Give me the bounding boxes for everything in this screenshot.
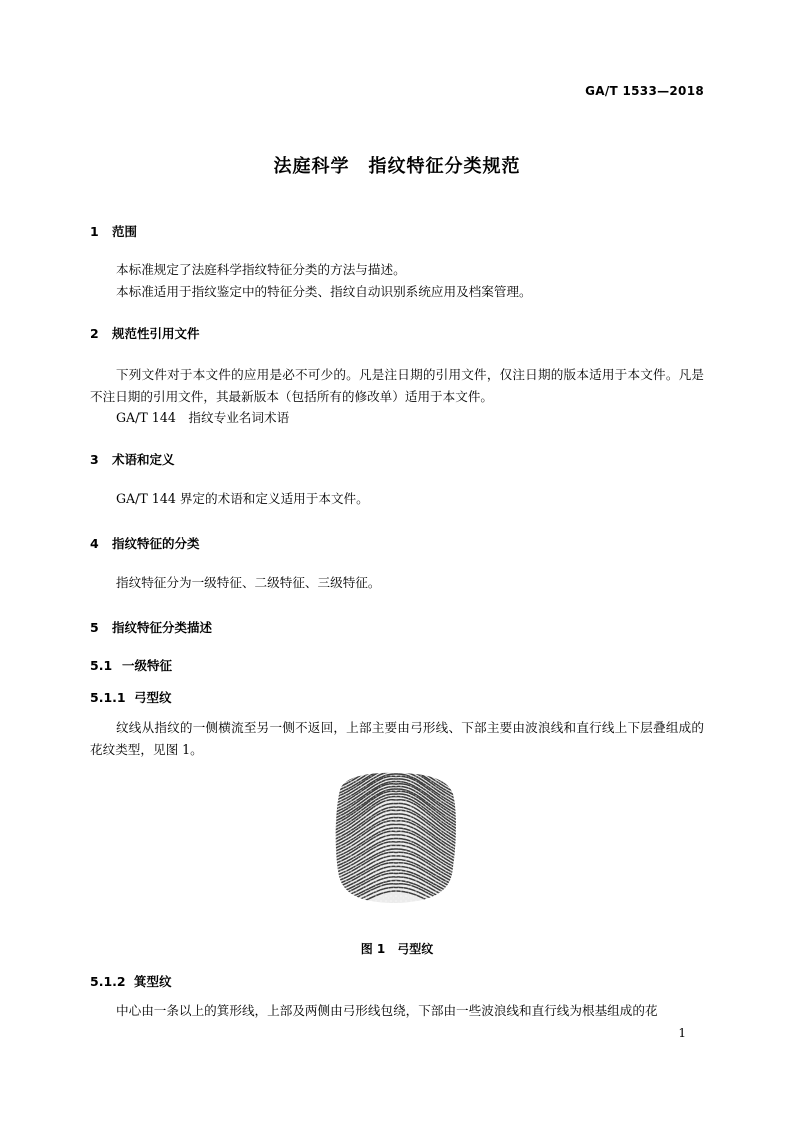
section-title: 术语和定义 xyxy=(112,452,175,467)
section-title: 箕型纹 xyxy=(134,974,172,989)
section-3-heading xyxy=(90,450,175,468)
normative-reference: GA/T 144 指纹专业名词术语 xyxy=(116,410,290,425)
section-title: 规范性引用文件 xyxy=(112,326,200,341)
section-1-para-1: 本标准规定了法庭科学指纹特征分类的方法与描述。 xyxy=(116,262,406,277)
section-title: 指纹特征分类描述 xyxy=(112,620,213,635)
section-number: 5 xyxy=(90,620,99,635)
section-number: 1 xyxy=(90,224,99,239)
section-title: 一级特征 xyxy=(122,658,173,673)
fingerprint-arch-figure xyxy=(330,770,460,906)
section-5-1-heading xyxy=(90,656,172,674)
section-2-heading xyxy=(90,324,200,342)
section-5-1-1-heading xyxy=(90,688,172,706)
figure-1-caption: 图 1 弓型纹 xyxy=(360,942,434,956)
section-4-heading xyxy=(90,534,200,552)
section-number: 4 xyxy=(90,536,99,551)
section-3-para-1: GA/T 144 界定的术语和定义适用于本文件。 xyxy=(116,491,369,506)
page-number: 1 xyxy=(678,1026,686,1040)
section-number: 3 xyxy=(90,452,99,467)
section-number: 5.1 xyxy=(90,658,113,673)
section-number: 5.1.1 xyxy=(90,690,126,705)
section-number: 2 xyxy=(90,326,99,341)
section-title: 指纹特征的分类 xyxy=(112,536,200,551)
fingerprint-arch-image xyxy=(330,770,460,906)
section-5-heading xyxy=(90,618,212,636)
section-5-1-1-para-1: 纹线从指纹的一侧横流至另一侧不返回，上部主要由弓形线、下部主要由波浪线和直行线上下层叠组成的花纹类型，见图 1。 xyxy=(90,720,704,757)
standard-code: GA/T 1533—2018 xyxy=(585,84,704,98)
document-title: 法庭科学 指纹特征分类规范 xyxy=(273,156,521,177)
section-1-para-2: 本标准适用于指纹鉴定中的特征分类、指纹自动识别系统应用及档案管理。 xyxy=(116,284,532,299)
section-5-1-2-para-1: 中心由一条以上的箕形线，上部及两侧由弓形线包绕，下部由一些波浪线和直行线为根基组成的花 xyxy=(116,1003,658,1018)
section-number: 5.1.2 xyxy=(90,974,126,989)
section-title: 弓型纹 xyxy=(134,690,172,705)
section-title: 范围 xyxy=(112,224,138,239)
section-5-1-2-heading xyxy=(90,972,172,990)
section-1-heading xyxy=(90,222,137,240)
section-2-para-1: 下列文件对于本文件的应用是必不可少的。凡是注日期的引用文件，仅注日期的版本适用于本文件。凡是不注日期的引用文件，其最新版本（包括所有的修改单）适用于本文件。 xyxy=(90,367,704,404)
section-4-para-1: 指纹特征分为一级特征、二级特征、三级特征。 xyxy=(116,575,381,590)
